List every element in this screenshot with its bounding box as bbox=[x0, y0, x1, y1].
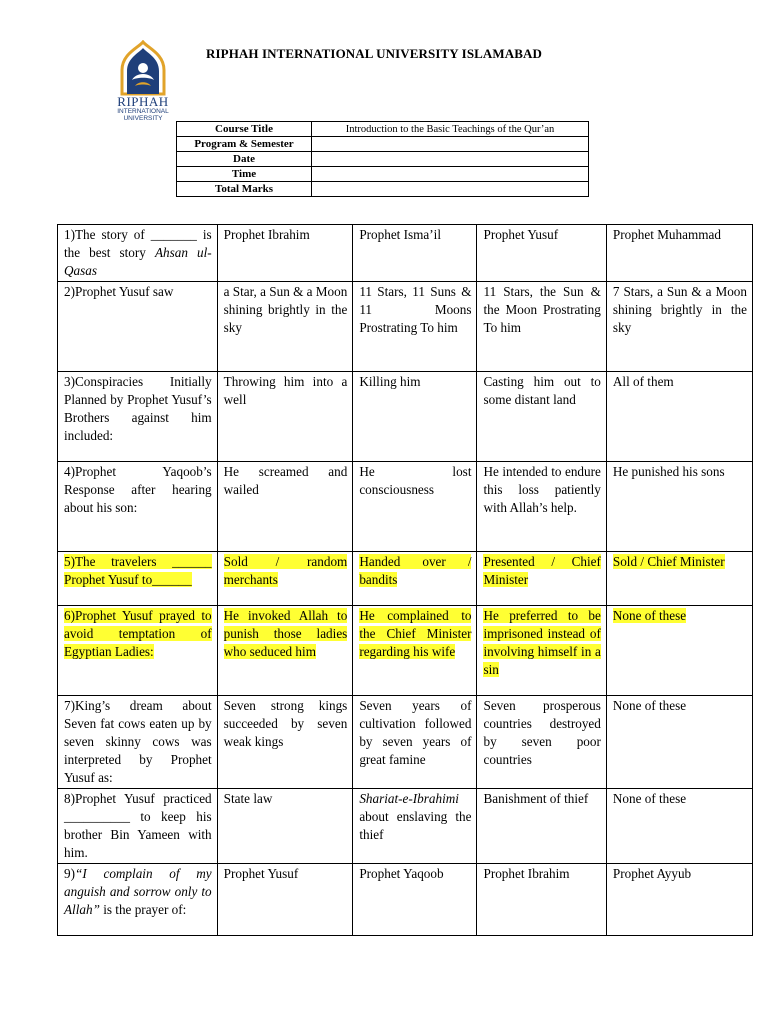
question-text: 2)Prophet Yusuf saw bbox=[58, 282, 218, 372]
info-row bbox=[177, 122, 589, 137]
answer-option: He complained to the Chief Minister regarding his wife bbox=[353, 606, 477, 696]
info-label: Course Title bbox=[177, 122, 312, 137]
question-text: 5)The travelers ______ Prophet Yusuf to______ bbox=[58, 552, 218, 606]
answer-option: Seven strong kings succeeded by seven weak kings bbox=[217, 696, 353, 789]
question-text: 3)Conspiracies Initially Planned by Prophet Yusuf’s Brothers against him included: bbox=[58, 372, 218, 462]
answer-option: He screamed and wailed bbox=[217, 462, 353, 552]
info-value bbox=[312, 167, 589, 182]
logo-subtext: INTERNATIONAL UNIVERSITY bbox=[117, 108, 169, 122]
answer-option: Prophet Ibrahim bbox=[217, 225, 353, 282]
answer-option: Sold / Chief Minister bbox=[606, 552, 752, 606]
answer-option: He preferred to be imprisoned instead of involving himself in a sin bbox=[477, 606, 606, 696]
info-label: Program & Semester bbox=[177, 137, 312, 152]
answer-option: 11 Stars, the Sun & the Moon Prostrating To him bbox=[477, 282, 606, 372]
info-row bbox=[177, 152, 589, 167]
answer-option: Prophet Muhammad bbox=[606, 225, 752, 282]
answer-option: Prophet Yusuf bbox=[217, 864, 353, 936]
question-text: 4)Prophet Yaqoob’s Response after hearing about his son: bbox=[58, 462, 218, 552]
logo-wordmark: RIPHAH bbox=[117, 94, 169, 109]
answer-option: Prophet Isma’il bbox=[353, 225, 477, 282]
question-text: 7)King’s dream about Seven fat cows eaten up by seven skinny cows was interpreted by Prophet Yusuf as: bbox=[58, 696, 218, 789]
answer-option: Prophet Ibrahim bbox=[477, 864, 606, 936]
question-text: 8)Prophet Yusuf practiced __________ to keep his brother Bin Yameen with him. bbox=[58, 789, 218, 864]
answer-option: Handed over / bandits bbox=[353, 552, 477, 606]
question-row bbox=[58, 789, 753, 864]
info-value bbox=[312, 137, 589, 152]
answer-option: None of these bbox=[606, 789, 752, 864]
answer-option: 7 Stars, a Sun & a Moon shining brightly in the sky bbox=[606, 282, 752, 372]
question-text: 9)“I complain of my anguish and sorrow only to Allah” is the prayer of: bbox=[58, 864, 218, 936]
answer-option: Prophet Ayyub bbox=[606, 864, 752, 936]
answer-option: State law bbox=[217, 789, 353, 864]
answer-option: Shariat-e-Ibrahimi about enslaving the thief bbox=[353, 789, 477, 864]
answer-option: Killing him bbox=[353, 372, 477, 462]
answer-option: He intended to endure this loss patiently with Allah’s help. bbox=[477, 462, 606, 552]
answer-option: Casting him out to some distant land bbox=[477, 372, 606, 462]
answer-option: He lost consciousness bbox=[353, 462, 477, 552]
question-row bbox=[58, 606, 753, 696]
question-row bbox=[58, 282, 753, 372]
answer-option: All of them bbox=[606, 372, 752, 462]
info-value bbox=[312, 182, 589, 197]
answer-option: He invoked Allah to punish those ladies who seduced him bbox=[217, 606, 353, 696]
question-row bbox=[58, 696, 753, 789]
answer-option: Throwing him into a well bbox=[217, 372, 353, 462]
answer-option: Presented / Chief Minister bbox=[477, 552, 606, 606]
course-info-table bbox=[176, 121, 589, 197]
info-label: Time bbox=[177, 167, 312, 182]
mosque-dome-logo-icon bbox=[108, 40, 178, 96]
answer-option: None of these bbox=[606, 696, 752, 789]
info-value bbox=[312, 152, 589, 167]
question-text: 1)The story of _______ is the best story Ahsan ul-Qasas bbox=[58, 225, 218, 282]
mcq-table bbox=[57, 224, 753, 936]
info-value: Introduction to the Basic Teachings of the Qur’an bbox=[312, 122, 589, 137]
info-row bbox=[177, 167, 589, 182]
answer-option: None of these bbox=[606, 606, 752, 696]
answer-option: He punished his sons bbox=[606, 462, 752, 552]
question-text: 6)Prophet Yusuf prayed to avoid temptation of Egyptian Ladies: bbox=[58, 606, 218, 696]
university-logo bbox=[108, 40, 178, 132]
info-row bbox=[177, 182, 589, 197]
answer-option: Seven prosperous countries destroyed by seven poor countries bbox=[477, 696, 606, 789]
answer-option: Seven years of cultivation followed by seven years of great famine bbox=[353, 696, 477, 789]
info-label: Total Marks bbox=[177, 182, 312, 197]
question-row bbox=[58, 225, 753, 282]
answer-option: Sold / random merchants bbox=[217, 552, 353, 606]
question-row bbox=[58, 552, 753, 606]
university-title: RIPHAH INTERNATIONAL UNIVERSITY ISLAMABAD bbox=[206, 46, 543, 61]
info-row bbox=[177, 137, 589, 152]
question-row bbox=[58, 864, 753, 936]
question-row bbox=[58, 462, 753, 552]
answer-option: Banishment of thief bbox=[477, 789, 606, 864]
question-row bbox=[58, 372, 753, 462]
answer-option: Prophet Yaqoob bbox=[353, 864, 477, 936]
answer-option: Prophet Yusuf bbox=[477, 225, 606, 282]
info-label: Date bbox=[177, 152, 312, 167]
answer-option: a Star, a Sun & a Moon shining brightly in the sky bbox=[217, 282, 353, 372]
answer-option: 11 Stars, 11 Suns & 11 Moons Prostrating To him bbox=[353, 282, 477, 372]
